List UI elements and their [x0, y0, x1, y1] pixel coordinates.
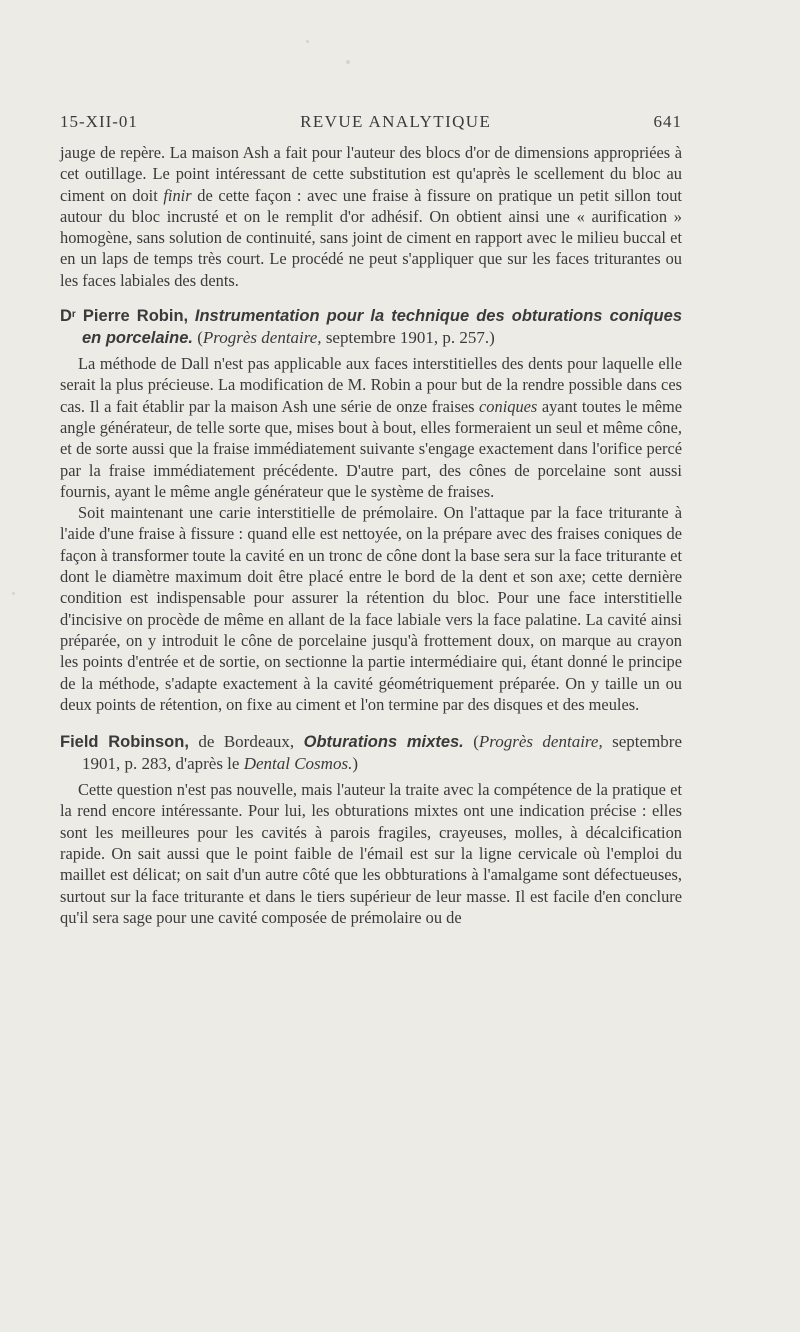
entry-robin-paragraph-1: [60, 353, 682, 502]
page: [60, 112, 682, 928]
entry-robinson-author: Field Robinson,: [60, 733, 189, 752]
entry-robinson-paragraph-1: Cette question n'est pas nouvelle, mais l'auteur la traite avec la compétence de la pratique et la rend encore intéressante. Pour lui, les obturations mixtes ont une indication précise : elles sont les meilleures pour les cavités à parois fragiles, crayeuses, molles, à décalcification rapide. On sait aussi que le point faible de l'émail est sur la ligne cervicale où l'emploi du maillet est délicat; on sait d'un autre côté que les obbturations à l'amalgame sont défectueuses, surtout sur la face triturante et dans le tiers supérieur de leur masse. Il est facile d'en conclure qu'il sera sage pour une cavité composée de prémolaire ou de: [60, 780, 682, 927]
entry-robin-emphasis: coniques: [479, 396, 538, 416]
entry-robinson-heading: [60, 731, 682, 775]
entry-robin-work-title: Instrumentation pour la technique des obturations coniques en porcelaine.: [82, 307, 682, 348]
entry-robinson-source-mid: septembre 1901, p. 283, d'après le: [82, 732, 683, 774]
running-head: [60, 112, 682, 132]
intro-emphasis: finir: [163, 185, 192, 205]
page-number: 641: [653, 112, 682, 131]
entry-robin-text-a: La méthode de Dall n'est pas applicable aux faces interstitielles des dents pour laquelle elle serait la plus précieuse. La modification de M. Robin a pour but de la rendre possible dans ces cas. Il a fait établir par la maison Ash une série de onze fraises: [60, 354, 682, 416]
entry-robinson-work-title: Obturations mixtes.: [303, 733, 464, 752]
entry-robin-title-prefix: [60, 307, 188, 325]
doctor-abbrev: D: [60, 307, 72, 326]
intro-text-a: jauge de repère. La maison Ash a fait pour l'auteur des blocs d'or de dimensions appropriées à cet outillage. Le point intéressant de cette substitution est qu'après le scellement du bloc au ciment on doit: [60, 143, 682, 205]
intro-text-b: de cette façon : avec une fraise à fissure on pratique un petit sillon tout autour du bloc incrusté et on le remplit d'or adhésif. On obtient ainsi une « aurification » homogène, sans solution de continuité, sans joint de ciment en rapport avec le milieu buccal et en un laps de temps très court. Le procédé ne peut s'appliquer que sur les faces triturantes ou les faces labiales des dents.: [60, 185, 682, 290]
journal-title: REVUE ANALYTIQUE: [300, 112, 492, 131]
entry-robinson-src-close: ): [352, 754, 358, 774]
entry-robinson-src-open: (: [463, 732, 479, 752]
entry-robin-source-journal: Progrès dentaire,: [202, 328, 322, 348]
entry-robin-text-b: ayant toutes le même angle générateur, de telle sorte que, mises bout à bout, elles formeraient un seul et même cône, et de sorte aussi que la fraise immédiatement suivante s'engage exactement dans l'orifice percé par la fraise immédiatement précédente. D'autre part, des cônes de porcelaine sont aussi fournis, ayant le même angle générateur que le système de fraises.: [60, 396, 682, 501]
paper-speck: [12, 592, 15, 595]
entry-robin-author: Pierre Robin,: [82, 307, 189, 326]
entry-robinson-source-journal: Progrès dentaire,: [478, 732, 603, 752]
paper-speck: [346, 60, 350, 64]
paper-speck: [306, 40, 309, 43]
intro-paragraph: [60, 142, 682, 291]
issue-date: 15-XII-01: [60, 112, 138, 131]
entry-robinson-source-journal-2: Dental Cosmos.: [243, 754, 353, 774]
doctor-abbrev-sup: r: [71, 309, 76, 321]
entry-robin-source-rest: septembre 1901, p. 257.): [321, 328, 495, 348]
entry-robinson-affiliation: de Bordeaux,: [188, 732, 304, 752]
entry-robin-heading: [60, 305, 682, 349]
entry-robin-paragraph-2: Soit maintenant une carie interstitielle de prémolaire. On l'attaque par la face triturante à l'aide d'une fraise à fissure : quand elle est nettoyée, on la prépare avec des fraises coniques de façon à transformer toute la cavité en un tronc de cône dont la base sera sur la face triturante et dont le diamètre maximum doit être placé entre le bord de la dent et son axe; cette dernière condition est indispensable pour assurer la rétention du bloc. Pour une face interstitielle d'incisive on procède de même en allant de la face labiale vers la face palatine. La cavité ainsi préparée, on y introduit le cône de porcelaine jusqu'à frottement doux, on marque au crayon les points d'entrée et de sortie, on sectionne la partie intermédiaire qui, étant donné le principe de la méthode, s'adapte exactement à la cavité géométriquement préparée. On y taille un ou deux points de rétention, on fixe au ciment et l'on termine par des disques et des meules.: [60, 503, 682, 714]
entry-robin-src-open: (: [197, 328, 203, 348]
